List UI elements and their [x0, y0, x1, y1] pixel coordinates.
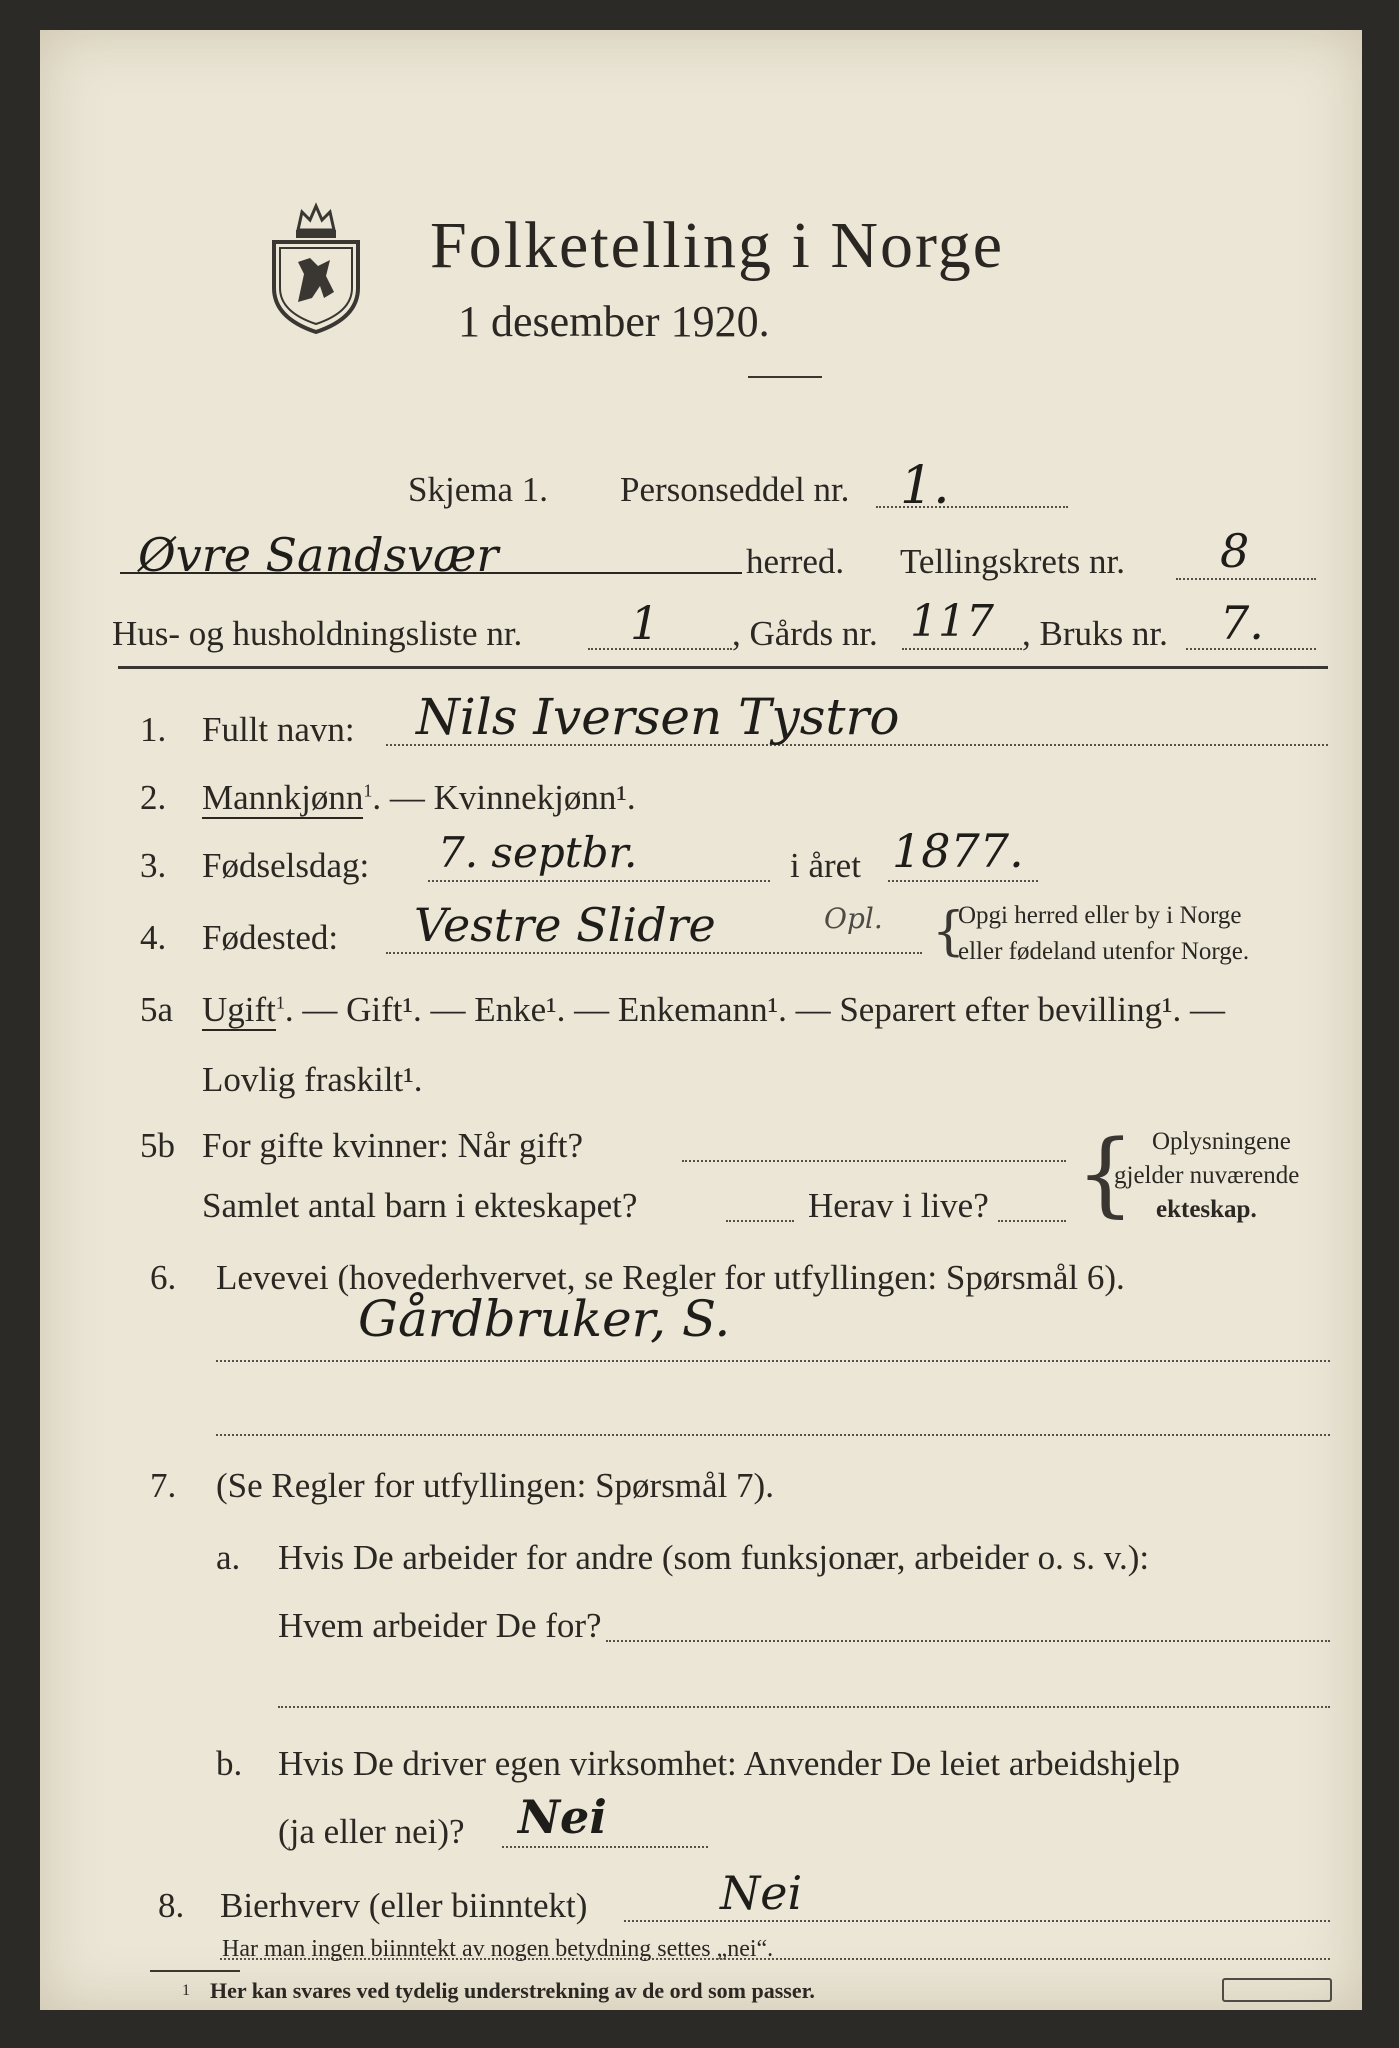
- q3-birth-year: 1877.: [892, 824, 1024, 878]
- q6-occupation: Gårdbruker, S.: [358, 1290, 731, 1348]
- q5a-footnote-sup: 1: [275, 992, 285, 1013]
- herred-value: Øvre Sandsvær: [138, 528, 499, 582]
- q7a-field-line-2: [278, 1706, 1330, 1708]
- norway-coat-of-arms-icon: [268, 202, 364, 334]
- herred-label: herred.: [746, 542, 845, 581]
- q8-answer: Nei: [720, 1866, 803, 1920]
- footnote-text: Her kan svares ved tydelig understrekning av de ord som passer.: [210, 1978, 815, 2003]
- q4-birthplace-county: Opl.: [824, 902, 883, 935]
- q5b-note-line1: Oplysningene: [1152, 1128, 1291, 1155]
- title-divider: [748, 376, 822, 378]
- q2-number: 2.: [140, 778, 167, 817]
- q4-birthplace: Vestre Slidre: [414, 898, 716, 952]
- q3-number: 3.: [140, 846, 167, 885]
- q8-label: Bierhverv (eller biinntekt): [220, 1886, 588, 1925]
- q3-birthday: 7. septbr.: [438, 828, 638, 877]
- hus-label: Hus- og husholdningsliste nr.: [112, 614, 523, 653]
- personseddel-value: 1.: [900, 456, 950, 516]
- q7b-text: Hvis De driver egen virksomhet: Anvender De leiet arbeidshjelp: [278, 1744, 1180, 1783]
- q5b-line1: For gifte kvinner: Når gift?: [202, 1126, 584, 1165]
- q4-field-line: [386, 952, 922, 954]
- q3-year-label: i året: [790, 846, 861, 885]
- q8-field-line-1: [624, 1920, 1330, 1922]
- hus-value: 1: [630, 596, 660, 650]
- census-form: [40, 30, 1362, 2010]
- q5b-alive-field-line: [998, 1220, 1066, 1222]
- q2-sex: [202, 778, 636, 818]
- footnote-divider: [150, 1970, 240, 1972]
- footnote-mark: 1: [182, 1982, 190, 1999]
- census-date: 1 desember 1920.: [458, 297, 770, 346]
- q7a-question: Hvem arbeider De for?: [278, 1606, 602, 1645]
- q4-note-line1: Opgi herred eller by i Norge: [958, 902, 1242, 929]
- q1-full-name: Nils Iversen Tystro: [416, 688, 900, 746]
- header-divider: [118, 666, 1328, 669]
- q4-label: Fødested:: [202, 918, 339, 957]
- q7b-field-line: [502, 1846, 708, 1848]
- q6-field-line-1: [216, 1360, 1330, 1362]
- q1-label: Fullt navn:: [202, 710, 355, 749]
- q4-note-line2: eller fødeland utenfor Norge.: [958, 938, 1250, 965]
- q5a-line2: Lovlig fraskilt¹.: [202, 1060, 423, 1099]
- q2-footnote-sup: 1: [363, 780, 373, 801]
- tellingskrets-field-line: [1176, 578, 1316, 580]
- gards-field-line: [902, 648, 1022, 650]
- tellingskrets-label: Tellingskrets nr.: [900, 542, 1126, 581]
- skjema-label: Skjema 1.: [408, 470, 548, 509]
- q6-label: Levevei (hovederhvervet, se Regler for utfyllingen: Spørsmål 6).: [216, 1258, 1125, 1297]
- q5b-note-line2: gjelder nuværende: [1114, 1162, 1300, 1189]
- q7a-mark: a.: [216, 1538, 241, 1577]
- q3-label: Fødselsdag:: [202, 846, 370, 885]
- footer-note: Har man ingen biinntekt av nogen betydning settes „nei“.: [222, 1936, 774, 1962]
- q5a-rest: . — Gift¹. — Enke¹. — Enkemann¹. — Separert efter bevilling¹. —: [284, 990, 1225, 1029]
- q5a-number: 5a: [140, 990, 174, 1029]
- tellingskrets-value: 8: [1220, 524, 1250, 578]
- printer-stamp: [1222, 1978, 1332, 2002]
- q6-number: 6.: [150, 1258, 177, 1297]
- q4-note-brace: {: [932, 902, 966, 962]
- personseddel-label: Personseddel nr.: [620, 470, 850, 509]
- q4-number: 4.: [140, 918, 167, 957]
- q5b-number: 5b: [140, 1126, 175, 1165]
- q5a-ugift-underlined: Ugift: [202, 990, 276, 1029]
- q5b-note-brace: {: [1076, 1120, 1135, 1227]
- q5b-children-field-line: [726, 1220, 794, 1222]
- q7a-text: Hvis De arbeider for andre (som funksjonær, arbeider o. s. v.):: [278, 1538, 1150, 1577]
- q7-number: 7.: [150, 1466, 177, 1505]
- q3-year-field-line: [888, 880, 1038, 882]
- q7b-mark: b.: [216, 1744, 243, 1783]
- bruks-value: 7.: [1220, 596, 1264, 650]
- gards-value: 117: [910, 596, 994, 647]
- q8-number: 8.: [158, 1886, 185, 1925]
- q2-rest: . — Kvinnekjønn¹.: [372, 778, 636, 817]
- q7b-question: (ja eller nei)?: [278, 1812, 465, 1851]
- q2-male-underlined: Mannkjønn: [202, 778, 364, 817]
- q3-date-field-line: [428, 880, 770, 882]
- q5a-marital-status: [202, 990, 1225, 1030]
- q5b-children-label: Samlet antal barn i ekteskapet?: [202, 1186, 638, 1225]
- herred-field-line: [120, 572, 742, 574]
- q6-field-line-2: [216, 1434, 1330, 1436]
- q1-number: 1.: [140, 710, 167, 749]
- bruks-label: , Bruks nr.: [1022, 614, 1168, 653]
- q7-label: (Se Regler for utfyllingen: Spørsmål 7).: [216, 1466, 774, 1505]
- q7b-answer: Nei: [518, 1790, 607, 1844]
- gards-label: , Gårds nr.: [732, 614, 878, 653]
- q5b-note-line3: ekteskap.: [1156, 1196, 1257, 1223]
- hus-field-line: [588, 648, 732, 650]
- form-title: Folketelling i Norge: [430, 209, 1005, 282]
- q5b-alive-label: Herav i live?: [808, 1186, 989, 1225]
- q7a-field-line-1: [606, 1640, 1330, 1642]
- q5b-married-field-line: [682, 1160, 1066, 1162]
